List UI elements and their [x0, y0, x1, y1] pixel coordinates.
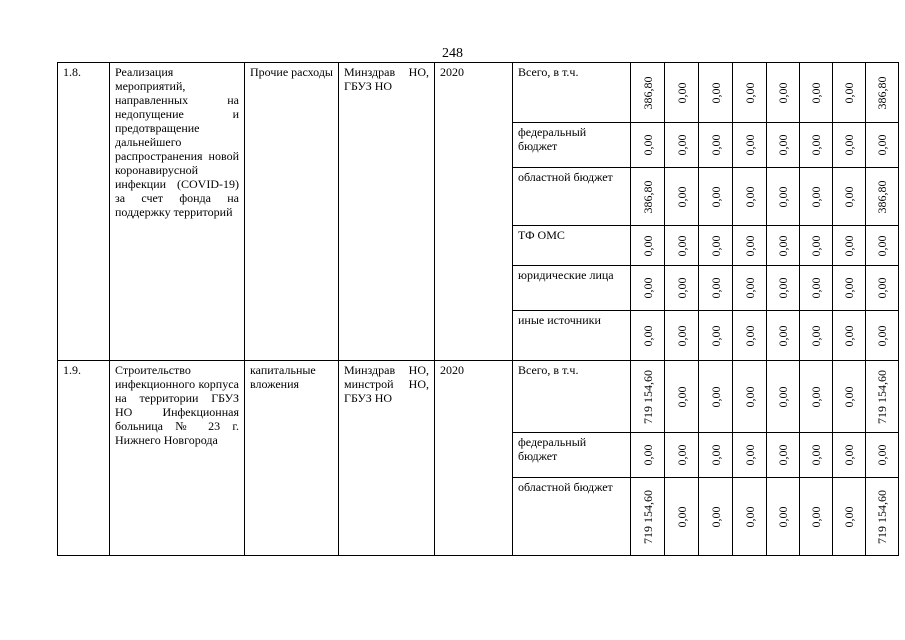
amount-cell [733, 478, 767, 556]
amount-value: 0,00 [776, 186, 790, 207]
amount-value: 0,00 [809, 506, 823, 527]
amount-cell [767, 478, 800, 556]
executor: Минздрав НО, ГБУЗ НО [339, 63, 435, 361]
amount-cell [665, 226, 699, 266]
amount-cell [866, 433, 899, 478]
amount-value: 0,00 [809, 82, 823, 103]
amount-cell [733, 63, 767, 123]
amount-cell [833, 433, 866, 478]
amount-cell [631, 433, 665, 478]
amount-cell [767, 168, 800, 226]
amount-cell [866, 226, 899, 266]
amount-value: 0,00 [776, 277, 790, 299]
amount-value: 0,00 [776, 82, 790, 103]
amount-value: 0,00 [875, 134, 889, 156]
amount-cell [800, 63, 833, 123]
amount-cell [631, 63, 665, 123]
amount-cell [866, 123, 899, 168]
executor: Минздрав НО, минстрой НО, ГБУЗ НО [339, 361, 435, 556]
amount-cell [733, 311, 767, 361]
amount-cell [699, 123, 733, 168]
expense-type: Прочие расходы [245, 63, 339, 361]
amount-cell [665, 478, 699, 556]
amount-cell [767, 63, 800, 123]
amount-value: 386,80 [875, 76, 889, 109]
amount-cell [833, 226, 866, 266]
budget-table [57, 62, 899, 556]
amount-value: 386,80 [640, 76, 655, 109]
amount-cell [800, 266, 833, 311]
amount-cell [733, 266, 767, 311]
amount-cell [767, 123, 800, 168]
amount-value: 0,00 [842, 444, 856, 466]
amount-value: 0,00 [674, 506, 689, 527]
amount-value: 0,00 [742, 82, 757, 103]
amount-cell [866, 266, 899, 311]
amount-value: 0,00 [674, 134, 689, 156]
amount-cell [833, 266, 866, 311]
amount-cell [833, 63, 866, 123]
amount-cell [631, 266, 665, 311]
row-number: 1.8. [58, 63, 110, 361]
funding-source: ТФ ОМС [513, 226, 631, 266]
amount-cell [733, 433, 767, 478]
amount-value: 0,00 [776, 134, 790, 156]
funding-source: областной бюджет [513, 168, 631, 226]
amount-value: 0,00 [674, 277, 689, 299]
amount-value: 0,00 [708, 134, 723, 156]
amount-value: 0,00 [708, 277, 723, 299]
amount-value: 0,00 [809, 235, 823, 256]
amount-value: 719 154,60 [875, 369, 889, 424]
expense-type: капитальные вложения [245, 361, 339, 556]
amount-value: 0,00 [674, 235, 689, 256]
amount-value: 0,00 [640, 325, 655, 346]
amount-cell [833, 168, 866, 226]
amount-value: 0,00 [640, 235, 655, 256]
amount-cell [631, 123, 665, 168]
amount-value: 0,00 [809, 277, 823, 299]
amount-value: 0,00 [674, 386, 689, 407]
amount-value: 0,00 [842, 277, 856, 299]
amount-value: 0,00 [708, 506, 723, 527]
amount-value: 0,00 [742, 186, 757, 207]
amount-value: 386,80 [875, 180, 889, 213]
amount-value: 0,00 [708, 444, 723, 466]
amount-value: 0,00 [776, 444, 790, 466]
amount-cell [699, 433, 733, 478]
amount-value: 0,00 [776, 386, 790, 407]
amount-cell [733, 123, 767, 168]
amount-value: 0,00 [809, 325, 823, 346]
amount-value: 0,00 [640, 444, 655, 466]
amount-cell [699, 361, 733, 433]
amount-cell [833, 361, 866, 433]
amount-cell [665, 433, 699, 478]
amount-value: 0,00 [674, 444, 689, 466]
amount-value: 0,00 [809, 444, 823, 466]
amount-value: 0,00 [776, 235, 790, 256]
page-number: 248 [442, 46, 463, 61]
amount-cell [800, 433, 833, 478]
amount-value: 0,00 [708, 186, 723, 207]
amount-value: 0,00 [708, 82, 723, 103]
amount-cell [631, 226, 665, 266]
funding-source: федеральный бюджет [513, 433, 631, 478]
amount-value: 0,00 [809, 386, 823, 407]
amount-value: 0,00 [674, 82, 689, 103]
amount-cell [699, 226, 733, 266]
amount-value: 0,00 [842, 134, 856, 156]
amount-value: 0,00 [742, 506, 757, 527]
amount-cell [800, 311, 833, 361]
amount-cell [665, 266, 699, 311]
amount-value: 0,00 [842, 235, 856, 256]
table-body [58, 63, 899, 556]
amount-cell [833, 123, 866, 168]
funding-source: областной бюджет [513, 478, 631, 556]
amount-cell [800, 361, 833, 433]
amount-value: 0,00 [875, 277, 889, 299]
amount-cell [733, 168, 767, 226]
amount-cell [665, 361, 699, 433]
amount-value: 0,00 [875, 235, 889, 256]
amount-cell [866, 63, 899, 123]
amount-value: 0,00 [875, 444, 889, 466]
amount-value: 0,00 [842, 386, 856, 407]
row-number: 1.9. [58, 361, 110, 556]
amount-cell [665, 311, 699, 361]
amount-value: 0,00 [842, 506, 856, 527]
amount-cell [665, 63, 699, 123]
amount-value: 0,00 [708, 325, 723, 346]
amount-cell [800, 168, 833, 226]
amount-cell [866, 478, 899, 556]
amount-value: 0,00 [809, 186, 823, 207]
amount-value: 0,00 [742, 444, 757, 466]
amount-value: 0,00 [742, 325, 757, 346]
amount-value: 386,80 [640, 180, 655, 213]
amount-value: 719 154,60 [640, 369, 655, 424]
amount-value: 0,00 [809, 134, 823, 156]
amount-value: 0,00 [875, 325, 889, 346]
funding-source: Всего, в т.ч. [513, 361, 631, 433]
funding-source: юридические лица [513, 266, 631, 311]
funding-source: Всего, в т.ч. [513, 63, 631, 123]
amount-value: 0,00 [674, 186, 689, 207]
amount-cell [833, 311, 866, 361]
amount-value: 0,00 [842, 325, 856, 346]
amount-cell [800, 226, 833, 266]
amount-cell [767, 226, 800, 266]
amount-cell [631, 168, 665, 226]
funding-source: федеральный бюджет [513, 123, 631, 168]
amount-cell [800, 123, 833, 168]
amount-cell [733, 361, 767, 433]
year: 2020 [435, 361, 513, 556]
amount-value: 0,00 [776, 506, 790, 527]
amount-cell [866, 311, 899, 361]
amount-value: 0,00 [708, 235, 723, 256]
amount-value: 719 154,60 [640, 489, 655, 544]
amount-cell [631, 311, 665, 361]
amount-value: 0,00 [742, 235, 757, 256]
amount-cell [699, 478, 733, 556]
amount-cell [699, 63, 733, 123]
year: 2020 [435, 63, 513, 361]
table-row [58, 361, 899, 433]
amount-value: 0,00 [640, 134, 655, 156]
measure-name: Строительство инфекционного корпуса на территории ГБУЗ НО Инфекционная больница № 23 г. Нижнего Новгорода [110, 361, 245, 556]
amount-value: 0,00 [742, 386, 757, 407]
amount-cell [767, 311, 800, 361]
amount-cell [866, 168, 899, 226]
amount-value: 0,00 [842, 186, 856, 207]
amount-cell [767, 433, 800, 478]
amount-value: 0,00 [674, 325, 689, 346]
amount-cell [833, 478, 866, 556]
amount-cell [665, 123, 699, 168]
amount-cell [800, 478, 833, 556]
amount-value: 0,00 [776, 325, 790, 346]
amount-value: 719 154,60 [875, 489, 889, 544]
amount-cell [767, 266, 800, 311]
amount-cell [699, 311, 733, 361]
amount-value: 0,00 [708, 386, 723, 407]
amount-cell [866, 361, 899, 433]
measure-name: Реализация мероприятий, направленных на недопущение и предотвращение дальнейшего распространения новой коронавирусной инфекции (COVID-19) за счет фонда на поддержку территорий [110, 63, 245, 361]
amount-cell [767, 361, 800, 433]
amount-value: 0,00 [842, 82, 856, 103]
amount-value: 0,00 [742, 277, 757, 299]
funding-source: иные источники [513, 311, 631, 361]
amount-cell [631, 478, 665, 556]
amount-cell [665, 168, 699, 226]
amount-cell [631, 361, 665, 433]
amount-value: 0,00 [742, 134, 757, 156]
amount-value: 0,00 [640, 277, 655, 299]
amount-cell [699, 266, 733, 311]
amount-cell [699, 168, 733, 226]
amount-cell [733, 226, 767, 266]
table-row [58, 63, 899, 123]
